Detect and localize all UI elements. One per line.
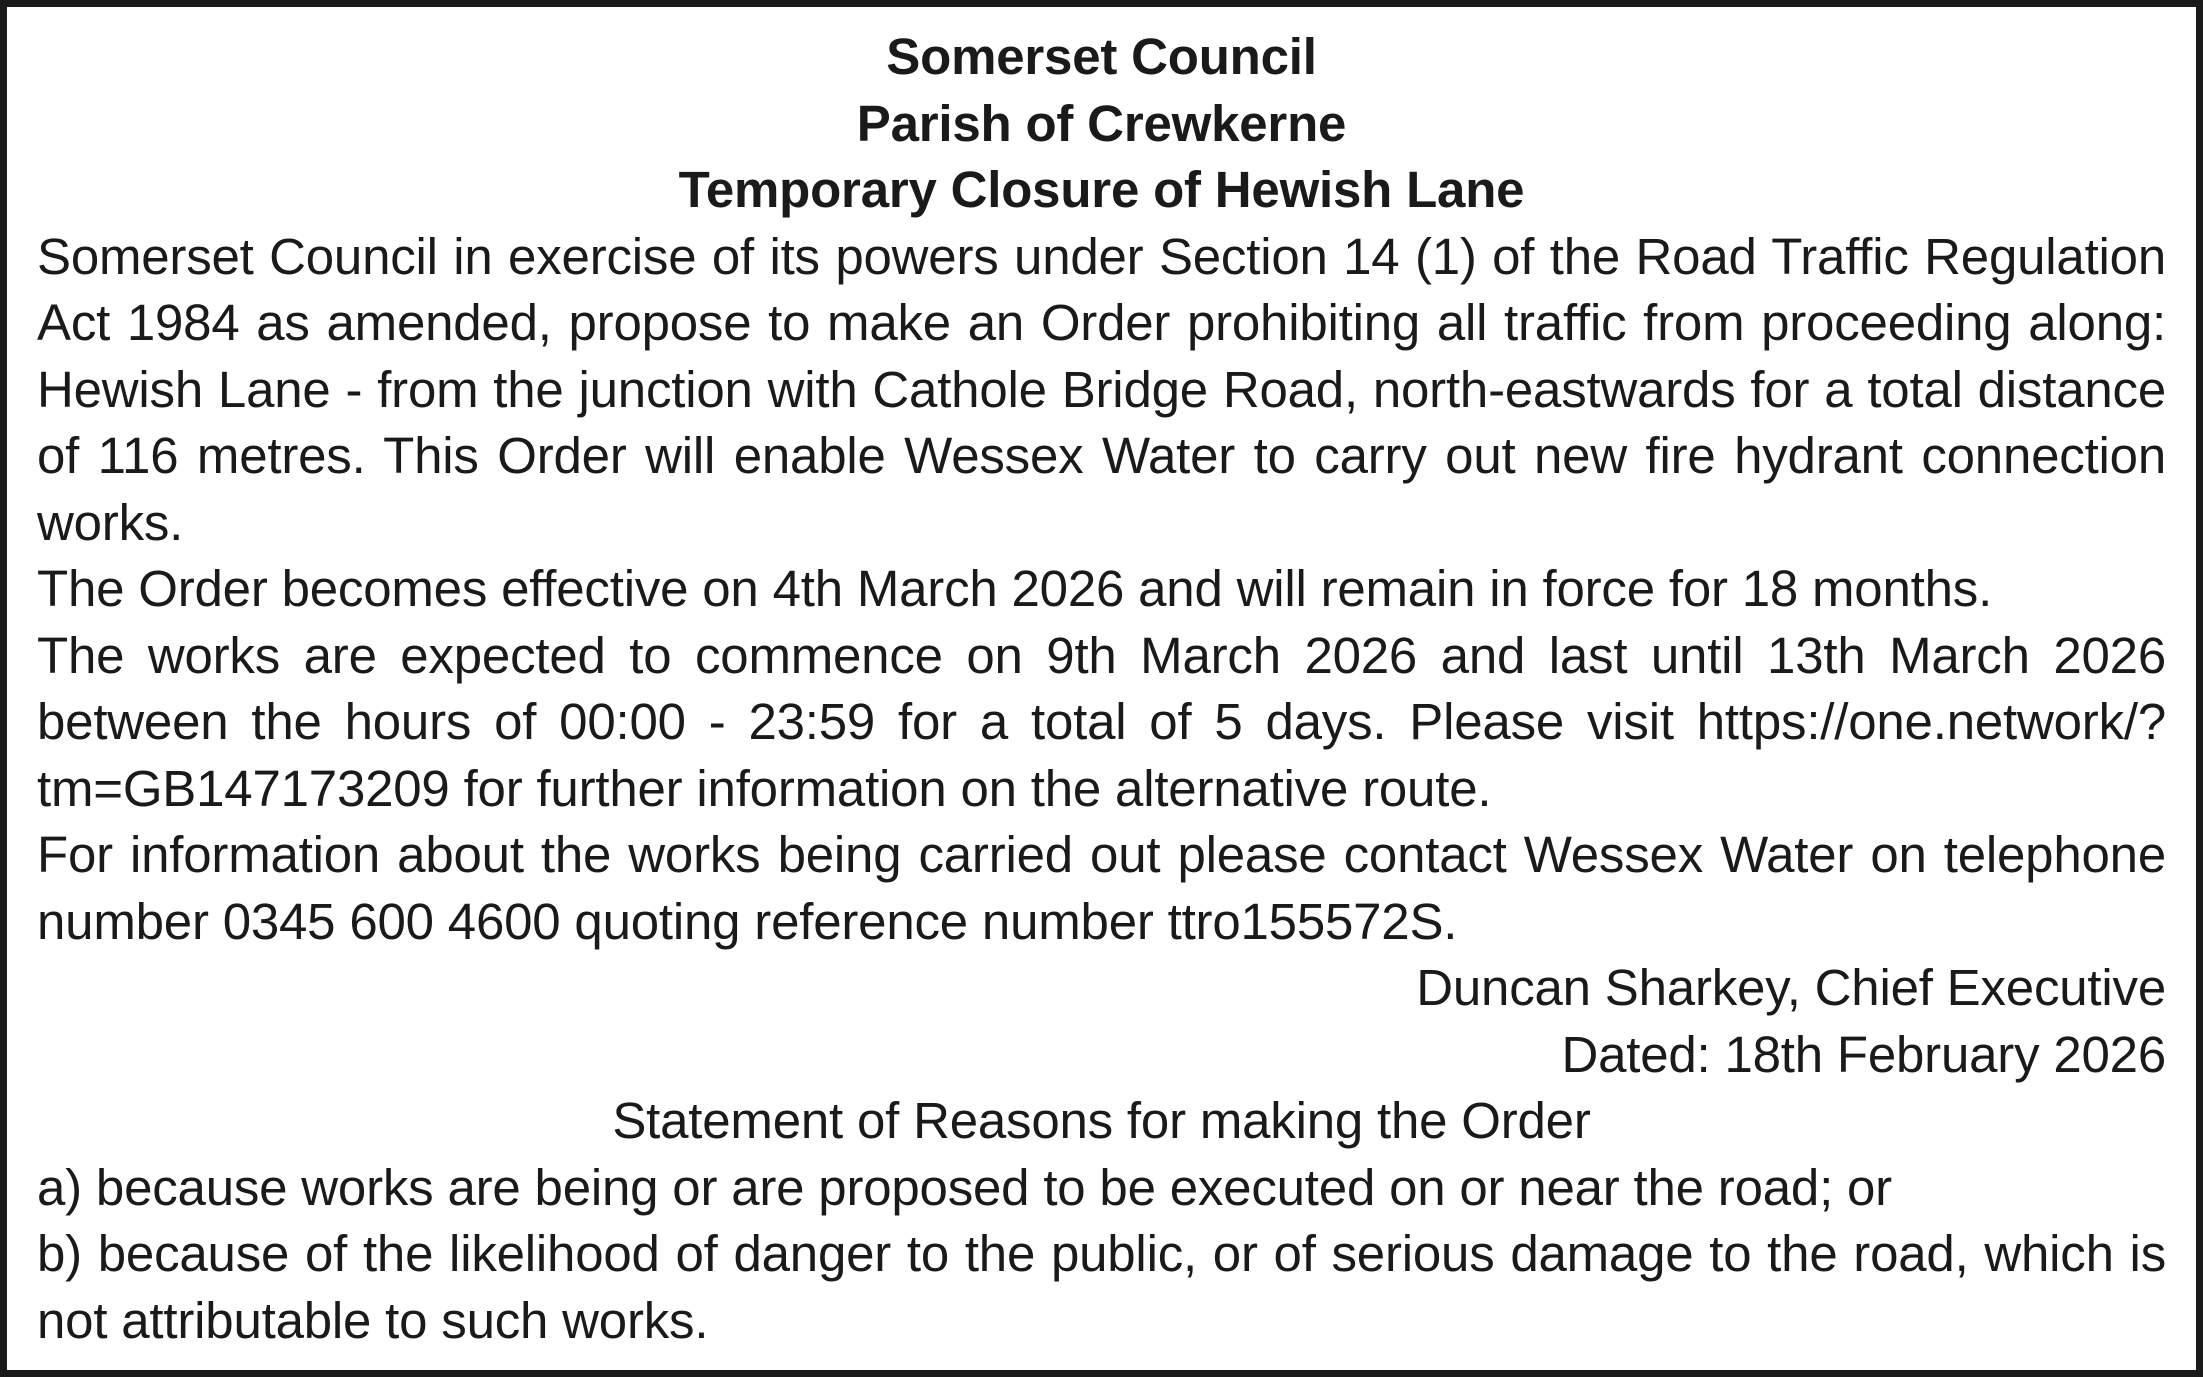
order-effective-paragraph: The Order becomes effective on 4th March 2026 and will remain in force for 18 months. [37,560,1993,617]
reason-b: b) because of the likelihood of danger to the public, or of serious damage to the road, which is not attributable to such works. [37,1225,2166,1349]
council-name: Somerset Council [886,28,1317,85]
signatory: Duncan Sharkey, Chief Executive [1416,959,2166,1016]
reasons-heading: Statement of Reasons for making the Order [612,1092,1591,1149]
reason-a: a) because works are being or are proposed to be executed on or near the road; or [37,1158,1892,1216]
notice-title: Temporary Closure of Hewish Lane [678,161,1525,218]
works-schedule-paragraph: The works are expected to commence on 9th March 2026 and last until 13th March 2026 between the hours of 00:00 - 23:59 for a total of 5 days. Please visit https://one.network/?tm=GB147173209 for further information on the alternative route. [37,626,2166,817]
parish-name: Parish of Crewkerne [856,94,1347,152]
order-proposal-paragraph: Somerset Council in exercise of its powers under Section 14 (1) of the Road Traffic Regulation Act 1984 as amended, propose to make an Order prohibiting all traffic from proceeding along: Hewish Lane - from the junction with Cathole Bridge Road, north-eastwards for a total distance of 116 metres. This Order will enable Wessex Water to carry out new fire hydrant connection works. [37,227,2166,551]
dated-line: Dated: 18th February 2026 [1561,1025,2166,1083]
contact-paragraph: For information about the works being carried out please contact Wessex Water on telephone number 0345 600 4600 quoting reference number ttro155572S. [37,826,2166,950]
